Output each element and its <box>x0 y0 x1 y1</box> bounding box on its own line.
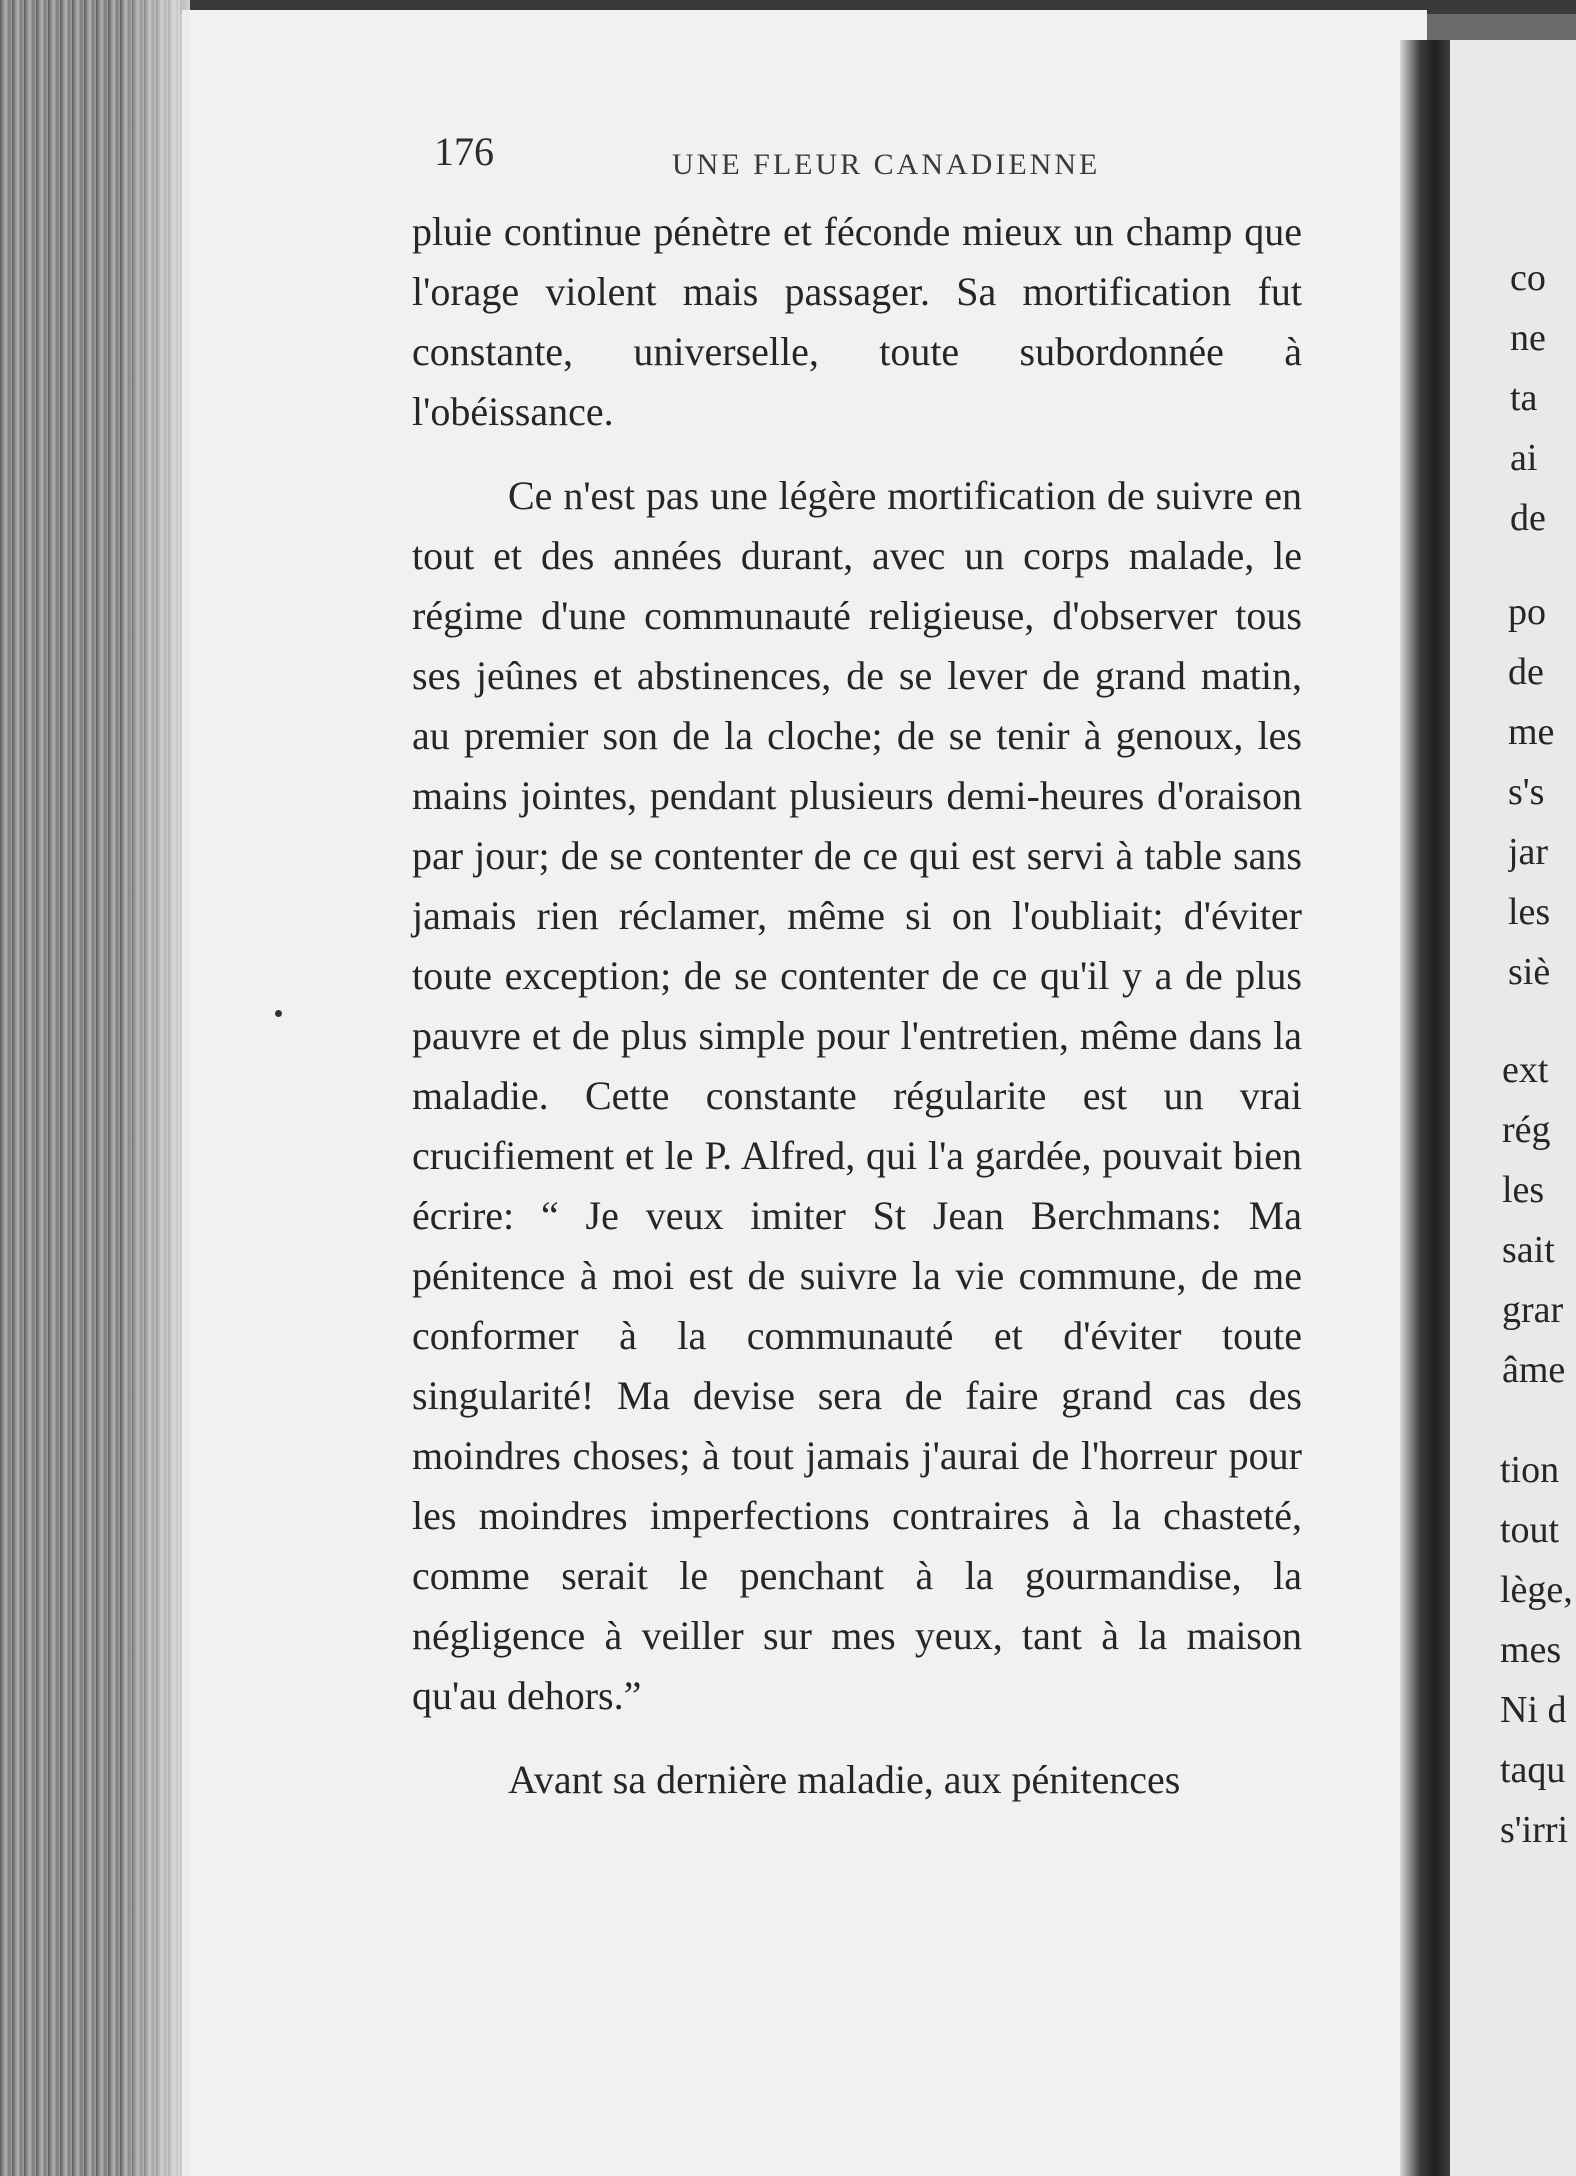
facing-line: taqu <box>1500 1749 1566 1791</box>
facing-line: s'irri <box>1500 1809 1569 1851</box>
running-title: UNE FLEUR CANADIENNE <box>672 148 1101 181</box>
facing-line: de <box>1510 497 1546 539</box>
facing-line: jar <box>1508 831 1549 873</box>
facing-line: les <box>1508 891 1551 933</box>
facing-line: lège, <box>1500 1569 1573 1611</box>
facing-line: âme <box>1502 1349 1566 1391</box>
facing-line: siè <box>1508 951 1551 993</box>
facing-line: tion <box>1500 1449 1560 1491</box>
facing-line: Ni d <box>1500 1689 1567 1731</box>
facing-text-group-1 <box>1510 248 1576 548</box>
facing-line: ext <box>1502 1049 1549 1091</box>
facing-line: de <box>1508 651 1544 693</box>
facing-line: les <box>1502 1169 1545 1211</box>
facing-line: sait <box>1502 1229 1555 1271</box>
facing-line: co <box>1510 257 1546 299</box>
facing-line: tout <box>1500 1509 1560 1551</box>
margin-speck <box>275 1010 282 1017</box>
facing-line: rég <box>1502 1109 1551 1151</box>
facing-text-group-2 <box>1508 582 1576 1002</box>
facing-line: ta <box>1510 377 1538 419</box>
page-edge-shade <box>120 0 190 2176</box>
facing-text-group-4 <box>1500 1440 1576 1860</box>
facing-line: me <box>1508 711 1555 753</box>
facing-line: mes <box>1500 1629 1562 1671</box>
facing-text-group-3 <box>1502 1040 1576 1400</box>
facing-line: po <box>1508 591 1546 633</box>
facing-line: ai <box>1510 437 1538 479</box>
page-header <box>0 118 1576 181</box>
paragraph-3: Avant sa dernière maladie, aux pénitences <box>508 1757 1181 1802</box>
facing-line: s's <box>1508 771 1545 813</box>
page-number: 176 <box>434 129 494 174</box>
paragraph-2: Ce n'est pas une légère mortification de suivre en tout et des années durant, avec un corps malade, le régime d'une communauté religieuse, d'observer tous ses jeûnes et abstinences, de se lever de grand matin, au premier son de la cloche; de se tenir à genoux, les mains jointes, pendant plusieurs demi-heures d'oraison par jour; de se contenter de ce qui est servi à table sans jamais rien réclamer, même si on l'oubliait; d'éviter toute exception; de se contenter de ce qu'il y a de plus pauvre et de plus simple pour l'entretien, même dans la maladie. Cette constante régularite est un vrai crucifiement et le P. Alfred, qui l'a gardée, pouvait bien écrire: “ Je veux imiter St Jean Berchmans: Ma pénitence à moi est de suivre la vie commune, de me conformer à la communauté et d'éviter toute singularité! Ma devise sera de faire grand cas des moindres choses; à tout jamais j'aurai de l'horreur pour les moindres imperfections contraires à la chasteté, comme serait le penchant à la gourmandise, la négligence à veiller sur mes yeux, tant à la maison qu'au dehors.” <box>412 473 1302 1718</box>
facing-line: ne <box>1510 317 1546 359</box>
facing-line: grar <box>1502 1289 1564 1331</box>
paragraph-1: pluie continue pénètre et féconde mieux un champ que l'orage violent mais passager. Sa mortification fut constante, universelle, toute subordonnée à l'obéissance. <box>412 209 1302 434</box>
page-body <box>412 202 1302 1810</box>
